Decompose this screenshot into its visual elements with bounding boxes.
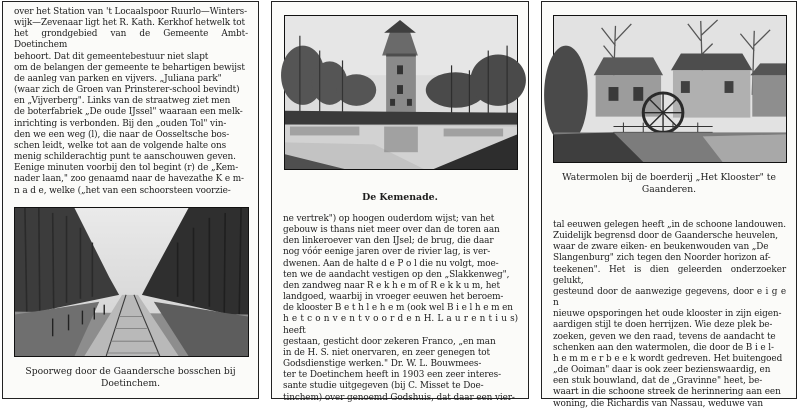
text-line: inrichting is verbonden. Bij den „ouden Tol" vin- xyxy=(14,118,227,129)
body-text xyxy=(14,7,248,197)
text-line: om de belangen der gemeente te behartigen bewijst xyxy=(14,62,245,73)
text-line: h e m m e r b e e k wordt gedreven. Het buitengoed xyxy=(553,353,783,364)
text-line: ne vertrek") op hoogen ouderdom wijst; van het xyxy=(283,214,495,224)
text-line: de boterfabriek „De oude IJssel" waaraan een melk- xyxy=(14,107,243,118)
text-line: n a d e, welke („het van een schoorsteen voorzie- xyxy=(14,185,231,196)
railway-photo xyxy=(14,207,249,357)
tower-photo xyxy=(284,15,518,170)
text-line: nader laan," zoo genaamd naar de havezathe K e m- xyxy=(14,174,244,185)
watermill-photo xyxy=(553,15,787,163)
text-line: den zandweg naar R e k h e m of R e k k u m, het xyxy=(283,280,500,291)
watermill-caption: Watermolen bij de boerderij „Het Klooster" te Gaanderen. xyxy=(562,172,776,195)
text-line: (waar zich de Groen van Prinsterer-school bevindt) xyxy=(14,85,240,96)
text-line: behoort. Dat dit gemeentebestuur niet slapt xyxy=(14,51,209,62)
text-line: waar de zware eiken- en beukenwouden van „De xyxy=(553,242,769,253)
text-line: een stuk bouwland, dat de „Gravinne" heet, be- xyxy=(553,376,763,387)
text-line: aardigen stijl te doen herrijzen. Wie deze plek be- xyxy=(553,320,773,331)
text-line: dwenen. Aan de halte d e P o l die nu volgt, moe- xyxy=(283,258,499,269)
text-line: schenken aan den watermolen, die door de B i e l- xyxy=(553,342,774,353)
text-line: Godsdienstige werken." Dr. W. L. Bouwmees- xyxy=(283,359,482,370)
text-line: h e t c o n v e n t v o o r d e n H. L a u r e n t i u s) heeft xyxy=(283,314,518,336)
text-line: nog vóór eenige jaren over de rivier lag, is ver- xyxy=(283,247,491,258)
text-line: het grondgebied van de Gemeente Ambt-Doetinchem xyxy=(14,29,248,51)
text-line: teekenen". Het is dien geleerden onderzoeker gelukt, xyxy=(553,264,786,286)
text-line: Slangenburg" zich tegen den Noorder horizon af- xyxy=(553,253,771,264)
text-line: tinchem) over genoemd Godshuis, dat daar een vier- xyxy=(283,392,515,403)
text-line: ten we de aandacht vestigen op den „Slakkenweg", xyxy=(283,269,510,280)
text-line: schen leidt, welke tot aan de volgende halte ons xyxy=(14,140,227,151)
body-text xyxy=(553,220,786,410)
text-line: Eenige minuten voorbij den tol begint (r) de „Kem- xyxy=(14,163,239,174)
tower-caption: De Kemenade. xyxy=(362,192,438,203)
text-line: over het Station van 't Locaalspoor Ruurlo—Winters- xyxy=(14,7,247,17)
text-line: „de Ooiman" daar is ook zeer bezienswaardig, en xyxy=(553,365,771,376)
body-text xyxy=(283,214,518,404)
page-middle xyxy=(271,1,529,403)
text-line: den we een weg (l), die naar de Oosseltsche bos- xyxy=(14,129,230,140)
text-line: en „Vijverberg". Links van de straatweg ziet men xyxy=(14,96,231,107)
text-line: de klooster B e t h l e h e m (ook wel B i e l h e m en xyxy=(283,303,513,314)
text-line: menig schilderachtig punt te aanschouwen geven. xyxy=(14,152,236,163)
text-line: de aanleg van parken en vijvers. „Juliana park" xyxy=(14,73,222,84)
text-line: gebouw is thans niet meer over dan de toren aan xyxy=(283,225,500,236)
text-line: Zuidelijk begrensd door de Gaandersche heuvelen, xyxy=(553,231,779,242)
text-line: ter te Doetinchem heeft in 1903 een zeer interes- xyxy=(283,370,502,381)
text-line: gestaan, gesticht door zekeren Franco, „en man xyxy=(283,336,496,347)
text-line: woning, die Richardis van Nassau, weduwe van xyxy=(553,398,763,409)
text-line: tal eeuwen gelegen heeft „in de schoone landouwen. xyxy=(553,220,786,230)
text-line: gesteund door de aanwezige gegevens, door e i g e n xyxy=(553,286,786,309)
railway-caption: Spoorweg door de Gaandersche bosschen bij Doetinchem. xyxy=(25,366,236,389)
page-right xyxy=(541,1,797,409)
text-line: in de H. S. niet onervaren, en zeer genegen tot xyxy=(283,347,491,358)
page-left xyxy=(2,1,259,399)
text-line: zoeken, geven we den raad, tevens de aandacht te xyxy=(553,331,776,342)
text-line: den linkeroever van den IJsel; de brug, die daar xyxy=(283,236,494,247)
text-line: nieuwe opsporingen het oude klooster in zijn eigen- xyxy=(553,309,782,320)
text-line: waart in die schoone streek de herinnering aan een xyxy=(553,387,781,398)
text-line: sante studie uitgegeven (bij C. Misset te Doe- xyxy=(283,381,484,392)
text-line: landgoed, waarbij in vroeger eeuwen het beroem- xyxy=(283,292,504,303)
text-line: wijk—Zevenaar ligt het R. Kath. Kerkhof hetwelk tot xyxy=(14,18,245,29)
